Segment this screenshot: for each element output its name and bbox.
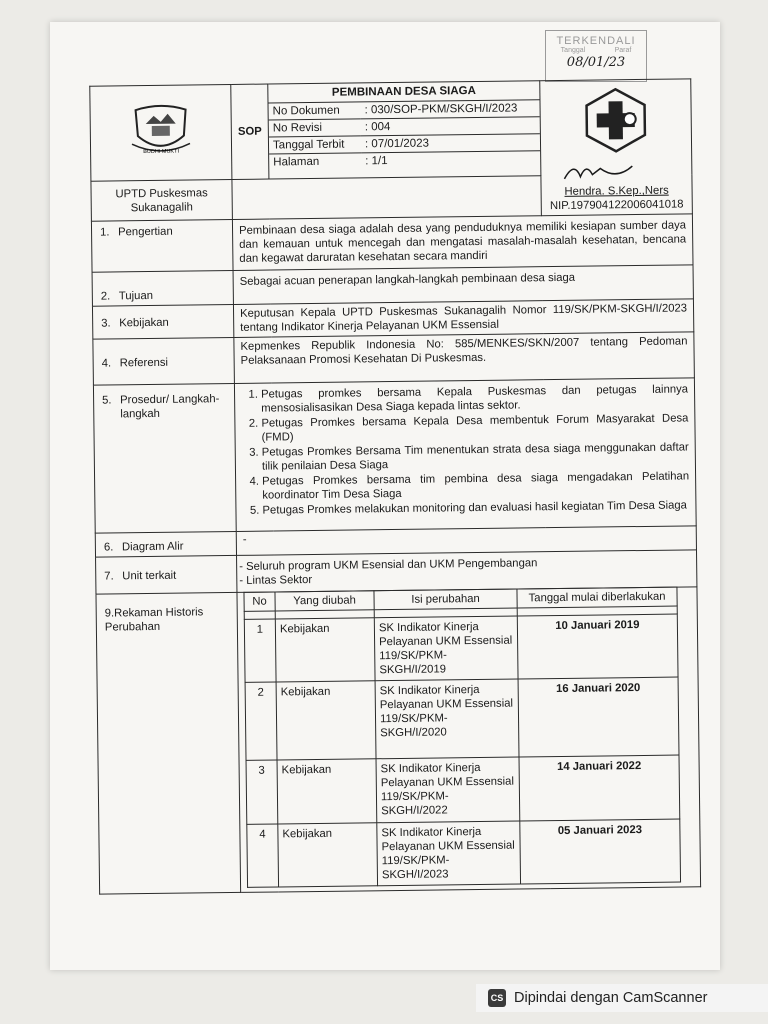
- logo-motto: BUDHI MUKTI: [143, 148, 179, 156]
- sop-document: [89, 78, 700, 882]
- meta-label: Halaman: [273, 155, 320, 169]
- label-pengertian: 1. Pengertian: [91, 219, 233, 272]
- meta-value: : 030/SOP-PKM/SKGH/I/2023: [360, 100, 539, 119]
- history-col-yang: Yang diubah: [275, 591, 374, 611]
- label-tujuan: 2. Tujuan: [92, 270, 233, 306]
- meta-label: No Dokumen: [269, 102, 361, 120]
- stamp-tanggal-label: Tanggal: [560, 47, 586, 54]
- history-table: [243, 587, 681, 888]
- content-referensi: Kepmenkes Republik Indonesia No: 585/MENKES/SKN/2007 tentang Pedoman Pelaksanaan Promosi Kesehatan Di Puskesmas.: [234, 332, 695, 384]
- label-prosedur: 5. Prosedur/ Langkah-langkah: [93, 383, 236, 533]
- signer-nip: NIP.197904122006041018: [549, 198, 684, 213]
- camscanner-text: Dipindai dengan CamScanner: [514, 990, 708, 1006]
- meta-value: : 004: [361, 117, 540, 136]
- table-row: 2 Kebijakan SK Indikator Kinerja Pelayanan UKM Essensial 119/SK/PKM-SKGH/I/2020 16 Januari 2020: [245, 677, 679, 760]
- stamp-paraf-label: Paraf: [614, 47, 632, 54]
- signer-name: Hendra. S.Kep.,Ners: [564, 184, 669, 198]
- meta-value: : 1/1: [365, 155, 388, 168]
- unit-terkait-line: - Seluruh program UKM Esensial dan UKM Pengembangan: [239, 557, 538, 573]
- procedure-steps: [241, 382, 690, 517]
- table-row: 4 Kebijakan SK Indikator Kinerja Pelayanan UKM Essensial 119/SK/PKM-SKGH/I/2023 05 Januari 2023: [247, 819, 681, 887]
- regency-logo-cell: [90, 84, 232, 181]
- signature-icon: [556, 158, 676, 185]
- puskesmas-logo-icon: [580, 85, 651, 156]
- history-col-isi: Isi perubahan: [374, 589, 517, 610]
- content-pengertian: Pembinaan desa siaga adalah desa yang penduduknya memiliki kesiapan sumber daya dan kemauan untuk mencegah dan mengatasi masalah-masalah kesehatan, bencana dan kegawat daruratаn kesehatan secara mandiri: [232, 214, 693, 271]
- regency-logo-icon: [125, 100, 196, 163]
- label-unit-terkait: 7. Unit terkait: [96, 555, 237, 594]
- content-tujuan: Sebagai acuan penerapan langkah-langkah pembinaan desa siaga: [233, 265, 693, 305]
- meta-table: [269, 100, 541, 170]
- history-col-no: No: [244, 592, 275, 611]
- meta-cell: [268, 81, 541, 180]
- label-referensi: 4. Referensi: [93, 337, 235, 385]
- history-col-tanggal: Tanggal mulai diberlakukan: [517, 587, 677, 608]
- content-kebijakan: Keputusan Kepala UPTD Puskesmas Sukanagalih Nomor 119/SK/PKM-SKGH/I/2023 tentang Indikator Kinerja Pelayanan UKM Essensial: [233, 299, 693, 338]
- content-diagram: -: [236, 526, 696, 556]
- content-prosedur: [234, 378, 696, 532]
- label-kebijakan: 3. Kebijakan: [92, 304, 233, 339]
- camscanner-icon: CS: [488, 989, 506, 1007]
- unit-name: UPTD Puskesmas Sukanagalih: [91, 180, 232, 221]
- procedure-step: 4. Petugas Promkes bersama tim pembina desa siaga mengadakan Pelatihan koordinator Tim Desa Siaga: [262, 469, 689, 502]
- doc-title: PEMBINAAN DESA SIAGA: [268, 81, 539, 103]
- stamp-handwritten-date: 08/01/23: [566, 55, 626, 70]
- table-row: 3 Kebijakan SK Indikator Kinerja Pelayanan UKM Essensial 119/SK/PKM-SKGH/I/2022 14 Januari 2022: [246, 755, 680, 824]
- procedure-step: 3. Petugas Promkes Bersama Tim menentukan strata desa siaga menggunakan daftar tilik penilaian Desa Siaga: [262, 440, 689, 473]
- meta-label: Tanggal Terbit: [269, 136, 361, 154]
- meta-label: No Revisi: [269, 119, 361, 137]
- label-diagram: 6. Diagram Alir: [95, 531, 236, 557]
- sop-table: [89, 78, 701, 894]
- table-row: 1 Kebijakan SK Indikator Kinerja Pelayanan UKM Essensial 119/SK/PKM-SKGH/I/2019 10 Januari 2019: [244, 614, 678, 682]
- camscanner-watermark: [476, 984, 768, 1012]
- procedure-step: 5. Petugas Promkes melakukan monitoring dan evaluasi hasil kegiatan Tim Desa Siaga: [262, 498, 689, 517]
- unit-terkait-line: - Lintas Sektor: [239, 574, 313, 587]
- signature-area: [232, 176, 541, 219]
- controlled-stamp: TERKENDALI Tanggal Paraf 08/01/23: [545, 30, 647, 82]
- content-unit-terkait: [237, 550, 697, 593]
- procedure-step: 2. Petugas Promkes bersama Kepala Desa membentuk Forum Masyarakat Desa (FMD): [261, 411, 688, 444]
- meta-value: : 07/01/2023: [361, 134, 540, 153]
- sop-label: SOP: [231, 84, 269, 180]
- label-rekaman: 9.Rekaman Historis Perubahan: [96, 592, 241, 894]
- procedure-step: 1. Petugas promkes bersama Kepala Puskesmas dan petugas lainnya mensosialisasikan Desa Siaga kepada lintas sektor.: [261, 382, 688, 415]
- signer-cell: [540, 79, 693, 216]
- content-rekaman: [237, 587, 701, 893]
